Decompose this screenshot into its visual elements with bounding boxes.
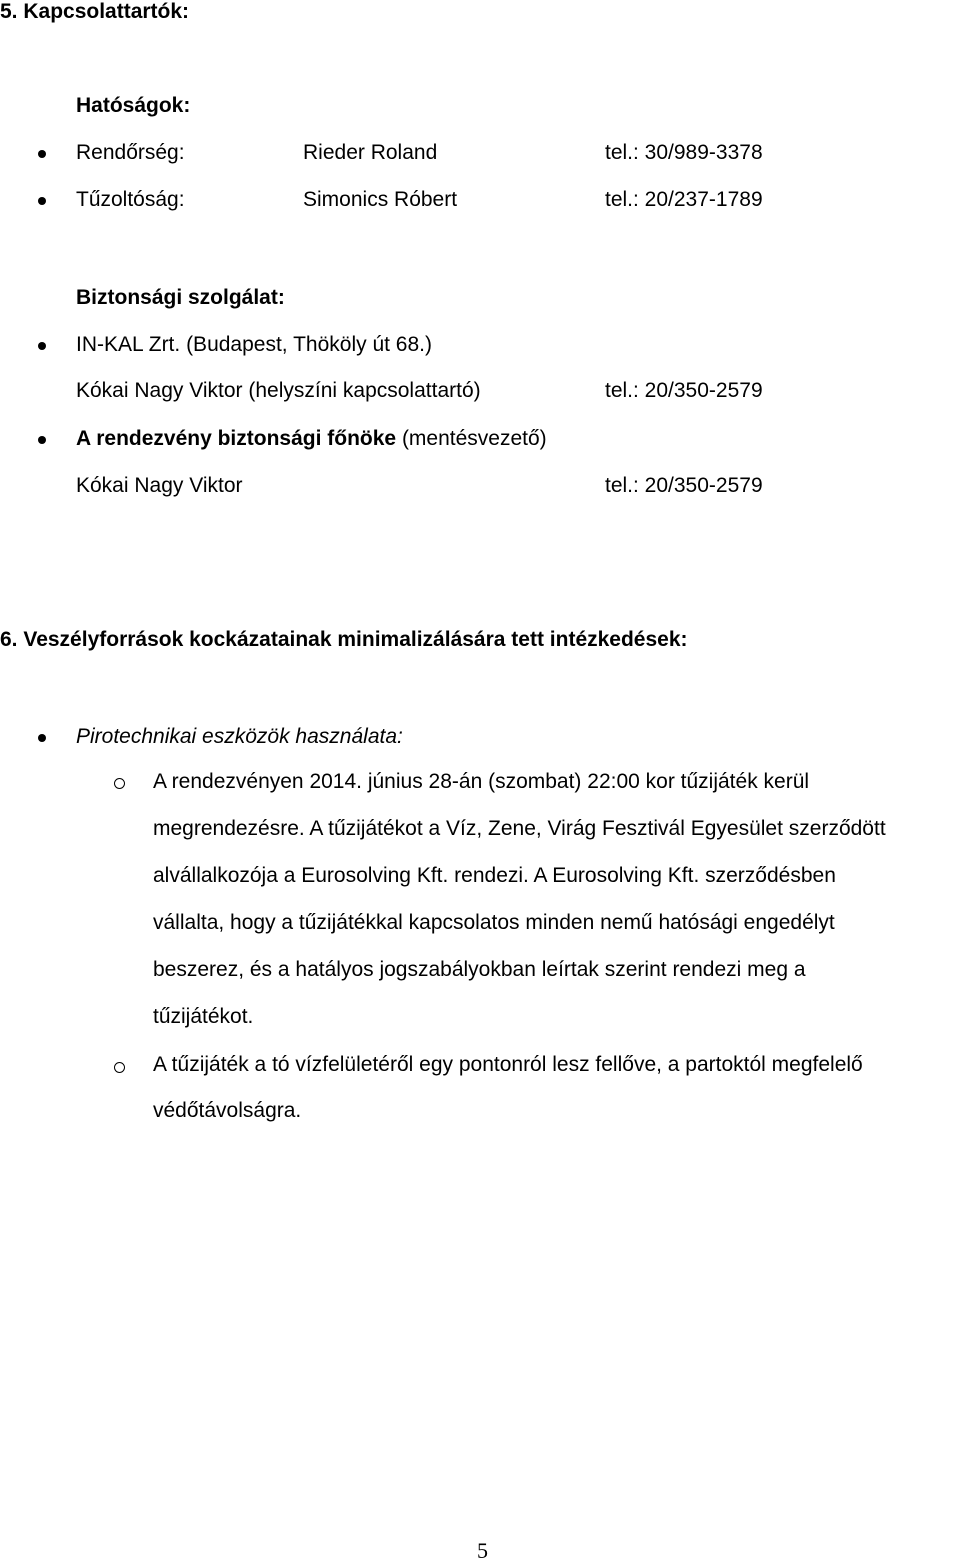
fire-dept-label: Tűzoltóság: <box>76 188 185 211</box>
page-number: 5 <box>477 1538 488 1563</box>
item2-line-2: védőtávolságra. <box>153 1099 302 1122</box>
security-chief-phone: tel.: 20/350-2579 <box>605 474 763 497</box>
bullet-icon <box>38 342 46 350</box>
security-chief-line <box>76 427 547 451</box>
security-heading: Biztonsági szolgálat: <box>76 286 285 309</box>
security-contact-phone: tel.: 20/350-2579 <box>605 379 763 402</box>
security-chief-title: A rendezvény biztonsági főnöke <box>76 427 397 450</box>
item1-line-6: tűzijátékot. <box>153 1005 254 1028</box>
item2-line-1: A tűzijáték a tó vízfelületéről egy pontonról lesz fellőve, a partoktól megfelelő <box>153 1053 863 1076</box>
section-5-title: 5. Kapcsolattartók: <box>0 0 190 23</box>
circle-bullet-icon <box>114 1062 125 1073</box>
police-phone: tel.: 30/989-3378 <box>605 141 763 164</box>
circle-bullet-icon <box>114 778 125 789</box>
authorities-heading: Hatóságok: <box>76 94 191 117</box>
item1-line-4: vállalta, hogy a tűzijátékkal kapcsolatos minden nemű hatósági engedélyt <box>153 911 835 934</box>
bullet-icon <box>38 436 46 444</box>
police-contact-name: Rieder Roland <box>303 141 438 164</box>
fire-dept-contact-name: Simonics Róbert <box>303 188 458 211</box>
bullet-icon <box>38 734 46 742</box>
bullet-icon <box>38 197 46 205</box>
item1-line-1: A rendezvényen 2014. június 28-án (szombat) 22:00 kor tűzijáték kerül <box>153 770 810 793</box>
item1-line-2: megrendezésre. A tűzijátékot a Víz, Zene, Virág Fesztivál Egyesület szerződött <box>153 817 886 840</box>
item1-line-3: alvállalkozója a Eurosolving Kft. rendezi. A Eurosolving Kft. szerződésben <box>153 864 836 887</box>
section-6-title: 6. Veszélyforrások kockázatainak minimalizálására tett intézkedések: <box>0 628 688 651</box>
fire-dept-phone: tel.: 20/237-1789 <box>605 188 763 211</box>
pyrotechnics-subheading: Pirotechnikai eszközök használata: <box>76 725 403 748</box>
security-chief-name: Kókai Nagy Viktor <box>76 474 243 497</box>
security-chief-role: (mentésvezető) <box>396 427 547 450</box>
item1-line-5: beszerez, és a hatályos jogszabályokban leírtak szerint rendezi meg a <box>153 958 806 981</box>
bullet-icon <box>38 150 46 158</box>
security-contact: Kókai Nagy Viktor (helyszíni kapcsolattartó) <box>76 379 481 402</box>
police-label: Rendőrség: <box>76 141 185 164</box>
security-company: IN-KAL Zrt. (Budapest, Thököly út 68.) <box>76 333 432 356</box>
